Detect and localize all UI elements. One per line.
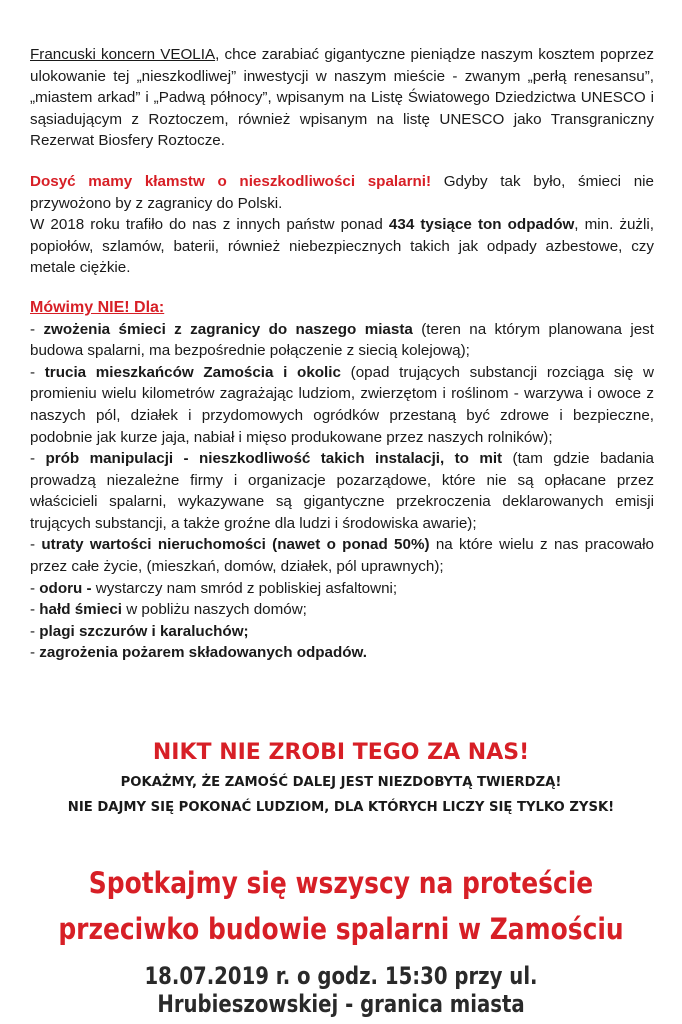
list-item-text: wystarczy nam smród z pobliskiej asfaltowni; xyxy=(95,579,398,597)
lies-headline: Dosyć mamy kłamstw o nieszkodliwości spalarni! xyxy=(30,172,432,190)
company-name: Francuski koncern VEOLIA xyxy=(30,46,216,63)
protest-line-1: Spotkajmy się wszyscy na proteście xyxy=(88,866,594,900)
intro-text: , chce zarabiać gigantyczne pieniądze naszym kosztem poprzez ulokowanie tej „nieszkodliwej” inwestycji w naszym mieście - zwanym „perłą renesansu”, „miastem arkad” i „Padwą północy”, wpisanym na Listę Światowego Dziedzictwa UNESCO i sąsiadującym z Roztoczem, również wpisanym na listę UNESCO jako Transgraniczny Rezerwat Biosfery Roztocze. xyxy=(30,46,654,150)
protest-call xyxy=(48,860,635,952)
list-item-text: (teren na którym planowana jest budowa spalarni, ma bezpośrednie połączenie z siecią kolejową); xyxy=(30,320,654,360)
list-item-bold: odoru - xyxy=(39,579,96,597)
list-item-bold: zwożenia śmieci z zagranicy do naszego miasta xyxy=(43,320,413,338)
leaflet-body xyxy=(30,44,654,664)
protest-line-2: przeciwko budowie spalarni w Zamościu xyxy=(58,912,624,946)
list-item-dash: - xyxy=(30,644,40,662)
lies-paragraph xyxy=(30,171,654,214)
list-item-dash: - xyxy=(30,320,44,338)
list-item-dash: - xyxy=(30,450,46,468)
list-item-dash: - xyxy=(30,579,40,597)
list-item-bold: zagrożenia pożarem składowanych odpadów. xyxy=(39,644,368,662)
list-item xyxy=(30,534,654,577)
lies-text: Gdyby tak było, śmieci nie przywożono by z zagranicy do Polski. xyxy=(30,172,654,212)
slogan-line-2: NIE DAJMY SIĘ POKONAĆ LUDZIOM, DLA KTÓRYCH LICZY SIĘ TYLKO ZYSK! xyxy=(67,800,615,815)
stat-bold: 434 tysiące ton odpadów xyxy=(388,216,575,234)
list-item-text: (tam gdzie badania prowadzą niezależne firmy i organizacje pozarządowe, które nie są opłacane przez właścicieli spalarni, wykazywane są gigantyczne przekroczenia deklarowanych emisji trujących substancji, a także groźne dla ludzi i środowiska awarie); xyxy=(30,450,655,532)
slogan-main: NIKT NIE ZROBI TEGO ZA NAS! xyxy=(152,740,530,765)
list-item-bold: plagi szczurów i karaluchów; xyxy=(39,622,249,640)
say-no-heading-text: Mówimy NIE! Dla: xyxy=(30,298,165,316)
list-item-text: na które wielu z nas pracowało przez całe życie, (mieszkań, domów, działek, pól uprawnych); xyxy=(30,536,654,576)
say-no-heading xyxy=(30,297,654,319)
list-item-bold: hałd śmieci xyxy=(39,601,123,619)
list-item-text: w pobliżu naszych domów; xyxy=(122,601,307,619)
list-item-text: (opad trujących substancji rozciąga się w promieniu wielu kilometrów zagrażając ludziom, zwierzętom i roślinom - warzywa i owoce z naszych pól, działek i przydomowych ogródków przestaną być zdrowe i bezpieczne, podobnie jak kurze jaja, nabiał i mięso produkowane przez naszych rolników); xyxy=(30,363,655,446)
list-item xyxy=(30,642,654,664)
list-item xyxy=(30,578,654,600)
list-item xyxy=(30,448,654,534)
stat-pre: W 2018 roku trafiło do nas z innych państw ponad xyxy=(30,216,389,234)
list-item-dash: - xyxy=(30,536,42,554)
say-no-list xyxy=(30,319,654,665)
list-item xyxy=(30,319,654,362)
list-item-bold: utraty wartości nieruchomości (nawet o ponad 50%) xyxy=(41,536,430,554)
list-item xyxy=(30,362,654,448)
stat-paragraph xyxy=(30,214,654,279)
list-item xyxy=(30,599,654,621)
slogan-line-1: POKAŻMY, ŻE ZAMOŚĆ DALEJ JEST NIEZDOBYTĄ TWIERDZĄ! xyxy=(120,775,562,790)
intro-paragraph xyxy=(30,44,654,152)
list-item-bold: prób manipulacji - nieszkodliwość takich instalacji, to mit xyxy=(45,450,503,468)
list-item-bold: trucia mieszkańców Zamościa i okolic xyxy=(44,363,341,381)
stat-post: , min. żużli, popiołów, szlamów, baterii, również niebezpiecznych takich jak odpady azbestowe, czy metale ciężkie. xyxy=(30,216,654,277)
list-item-dash: - xyxy=(30,363,45,381)
list-item-dash: - xyxy=(30,622,40,640)
list-item-dash: - xyxy=(30,601,40,619)
list-item xyxy=(30,621,654,643)
protest-details: 18.07.2019 r. o godz. 15:30 przy ul. Hrubieszowskiej - granica miasta xyxy=(144,962,538,1018)
